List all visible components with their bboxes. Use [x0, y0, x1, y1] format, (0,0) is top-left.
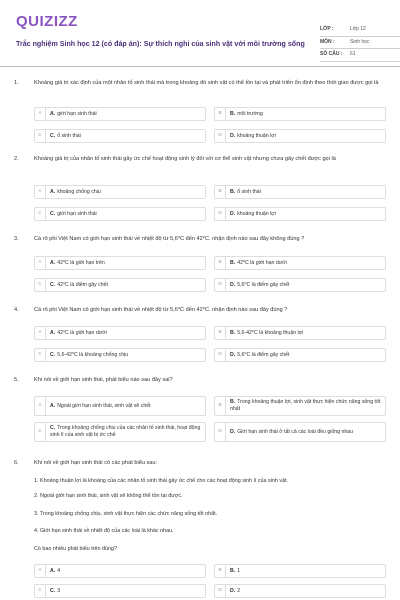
- meta-label: MÔN :: [320, 38, 335, 45]
- option-text: giới hạn sinh thái: [57, 210, 97, 217]
- option-text: khoảng thuận lợi: [237, 210, 276, 217]
- question-2: [14, 156, 386, 226]
- option-letter: B: [215, 397, 226, 415]
- option-a[interactable]: [34, 326, 206, 340]
- option-prefix: C.: [50, 351, 56, 358]
- option-d[interactable]: [214, 207, 386, 221]
- option-prefix: A.: [50, 567, 56, 574]
- option-text: Trong khoảng chống chịu của các nhân tố sinh thái, hoạt động sinh lí của sinh vật bị ức chế: [50, 425, 201, 438]
- option-b[interactable]: [214, 564, 386, 578]
- option-prefix: A.: [50, 259, 56, 266]
- option-letter: B: [215, 108, 226, 120]
- option-d[interactable]: [214, 584, 386, 598]
- option-text: 5,6-42⁰C là khoảng chống chịu: [57, 351, 129, 358]
- question-text: Khoảng giá trị của nhân tố sinh thái gây ức chế hoạt động sinh lý đối với cơ thể sinh vật nhưng chưa gây chết được gọi là: [34, 156, 336, 162]
- option-a[interactable]: [34, 185, 206, 199]
- option-b[interactable]: [214, 326, 386, 340]
- option-prefix: A.: [50, 110, 56, 117]
- option-text: giới hạn sinh thái: [57, 110, 97, 117]
- option-text: 42⁰C là giới hạn trên: [57, 259, 105, 266]
- option-text: 42⁰C là giới hạn dưới: [57, 329, 107, 336]
- question-text: Cá rô phi Việt Nam có giới hạn sinh thái về nhiệt độ từ 5,6⁰C đến 42⁰C. nhận định nào sau đây đúng ?: [34, 307, 288, 313]
- meta-row-count: [320, 49, 400, 62]
- question-text: Khi nói về giới hạn sinh thái, phát biểu nào sau đây sai?: [34, 377, 173, 383]
- option-a[interactable]: [34, 256, 206, 270]
- statement-1: 1. Khoảng thuận lợi là khoảng của các nhân tố sinh thái gây ức chế cho các hoạt động sinh lí của sinh vật.: [34, 478, 289, 484]
- option-text: 2: [237, 587, 241, 594]
- option-prefix: B.: [230, 567, 236, 574]
- question-text: Cá rô phi Việt Nam có giới hạn sinh thái về nhiệt độ từ 5,6⁰C đến 42⁰C. nhận định nào sau đây không đúng ?: [34, 236, 305, 242]
- header-divider: [0, 66, 400, 67]
- option-prefix: C.: [50, 210, 56, 217]
- option-prefix: D.: [230, 132, 236, 139]
- option-b[interactable]: [214, 256, 386, 270]
- question-4: [14, 307, 386, 367]
- option-text: Giới hạn sinh thái ở tất cả các loài đều giống nhau: [237, 428, 354, 435]
- question-number: 5.: [14, 377, 19, 383]
- option-b[interactable]: [214, 185, 386, 199]
- meta-row-subject: [320, 37, 400, 50]
- question-5: [14, 377, 386, 447]
- option-letter: B: [215, 565, 226, 577]
- question-number: 6.: [14, 460, 19, 466]
- option-letter: D: [215, 585, 226, 597]
- option-prefix: A.: [50, 402, 56, 409]
- option-c[interactable]: [34, 584, 206, 598]
- option-letter: D: [215, 349, 226, 361]
- option-letter: D: [215, 423, 226, 441]
- option-c[interactable]: [34, 207, 206, 221]
- option-letter: C: [35, 279, 46, 291]
- option-text: Trong khoảng thuận lợi, sinh vật thực hiện chức năng sống tốt nhất: [230, 399, 381, 412]
- option-text: Ngoài giới hạn sinh thái, sinh vật sẽ chết: [57, 402, 151, 409]
- option-d[interactable]: [214, 129, 386, 143]
- option-letter: D: [215, 130, 226, 142]
- option-text: 5,6⁰C là điểm gây chết: [237, 351, 290, 358]
- option-letter: C: [35, 349, 46, 361]
- option-letter: C: [35, 208, 46, 220]
- option-prefix: B.: [230, 329, 236, 336]
- option-text: 42⁰C là điểm gây chết: [57, 281, 108, 288]
- option-text: 1: [237, 567, 241, 574]
- option-c[interactable]: [34, 278, 206, 292]
- option-a[interactable]: [34, 107, 206, 121]
- option-prefix: A.: [50, 329, 56, 336]
- question-number: 4.: [14, 307, 19, 313]
- option-letter: C: [35, 585, 46, 597]
- option-prefix: A.: [50, 188, 56, 195]
- option-prefix: C.: [50, 587, 56, 594]
- meta-value: Sinh học: [350, 38, 370, 45]
- meta-value: Lớp 12: [350, 26, 366, 33]
- option-d[interactable]: [214, 348, 386, 362]
- question-3: [14, 236, 386, 296]
- option-letter: D: [215, 279, 226, 291]
- question-6: [14, 460, 386, 598]
- option-a[interactable]: [34, 396, 206, 416]
- option-prefix: D.: [230, 587, 236, 594]
- option-letter: B: [215, 257, 226, 269]
- option-letter: A: [35, 327, 46, 339]
- option-letter: B: [215, 327, 226, 339]
- option-letter: C: [35, 130, 46, 142]
- option-letter: D: [215, 208, 226, 220]
- option-d[interactable]: [214, 278, 386, 292]
- meta-label: LỚP :: [320, 26, 334, 33]
- option-prefix: C.: [50, 425, 56, 432]
- statement-2: 2. Ngoài giới hạn sinh thái, sinh vật sẽ không thể tồn tại được.: [34, 493, 183, 499]
- option-c[interactable]: [34, 422, 206, 442]
- option-text: ổ sinh thái: [57, 132, 81, 139]
- option-letter: A: [35, 397, 46, 415]
- option-letter: B: [215, 186, 226, 198]
- option-b[interactable]: [214, 107, 386, 121]
- option-c[interactable]: [34, 348, 206, 362]
- option-prefix: D.: [230, 210, 236, 217]
- option-text: khoảng thuận lợi: [237, 132, 276, 139]
- meta-label: SỐ CÂU :: [320, 51, 343, 58]
- quizizz-logo: QUIZIZZ: [16, 13, 78, 30]
- meta-value: 61: [350, 51, 356, 58]
- option-prefix: B.: [230, 399, 236, 406]
- option-b[interactable]: [214, 396, 386, 416]
- option-letter: A: [35, 186, 46, 198]
- page-title: Trắc nghiệm Sinh học 12 (có đáp án): Sự thích nghi của sinh vật với môi trường sống: [16, 40, 305, 48]
- option-c[interactable]: [34, 129, 206, 143]
- option-text: 42⁰C là giới hạn dưới: [237, 259, 287, 266]
- question-number: 3.: [14, 236, 19, 242]
- worksheet-header: [14, 10, 386, 72]
- question-text: Khoảng giá trị xác định của một nhân tố sinh thái mà trong khoảng đó sinh vật có thể tồn tại và phát triển ổn định theo thời gian được gọi là: [34, 80, 379, 86]
- option-prefix: B.: [230, 188, 236, 195]
- option-letter: C: [35, 423, 46, 441]
- option-prefix: C.: [50, 281, 56, 288]
- option-prefix: B.: [230, 110, 236, 117]
- option-prefix: C.: [50, 132, 56, 139]
- option-prefix: B.: [230, 259, 236, 266]
- option-text: ổ sinh thái: [237, 188, 261, 195]
- statement-3: 3. Trong khoảng chống chịu, sinh vật thực hiện các chức năng sống tốt nhất.: [34, 511, 218, 517]
- option-d[interactable]: [214, 422, 386, 442]
- option-text: 5,6⁰C là điểm gây chết: [237, 281, 290, 288]
- option-prefix: D.: [230, 281, 236, 288]
- option-prefix: D.: [230, 351, 236, 358]
- question-number: 1.: [14, 80, 19, 86]
- statement-4: 4. Giới hạn sinh thái về nhiệt độ của các loài là khác nhau.: [34, 528, 174, 534]
- option-prefix: D.: [230, 428, 236, 435]
- option-text: 3: [57, 587, 61, 594]
- option-a[interactable]: [34, 564, 206, 578]
- option-text: 4: [57, 567, 61, 574]
- option-text: khoảng chống chịu: [57, 188, 101, 195]
- question-1: [14, 80, 386, 150]
- meta-row-class: [320, 24, 400, 37]
- option-letter: A: [35, 565, 46, 577]
- question-number: 2.: [14, 156, 19, 162]
- question-text: Khi nói về giới hạn sinh thái có các phát biểu sau:: [34, 460, 158, 466]
- option-letter: A: [35, 257, 46, 269]
- option-letter: A: [35, 108, 46, 120]
- option-text: 5,6-42⁰C là khoảng thuận lợi: [237, 329, 304, 336]
- option-text: môi trường: [237, 110, 263, 117]
- statement-prompt: Có bao nhiêu phát biểu trên đúng?: [34, 546, 118, 552]
- meta-table: [320, 24, 400, 62]
